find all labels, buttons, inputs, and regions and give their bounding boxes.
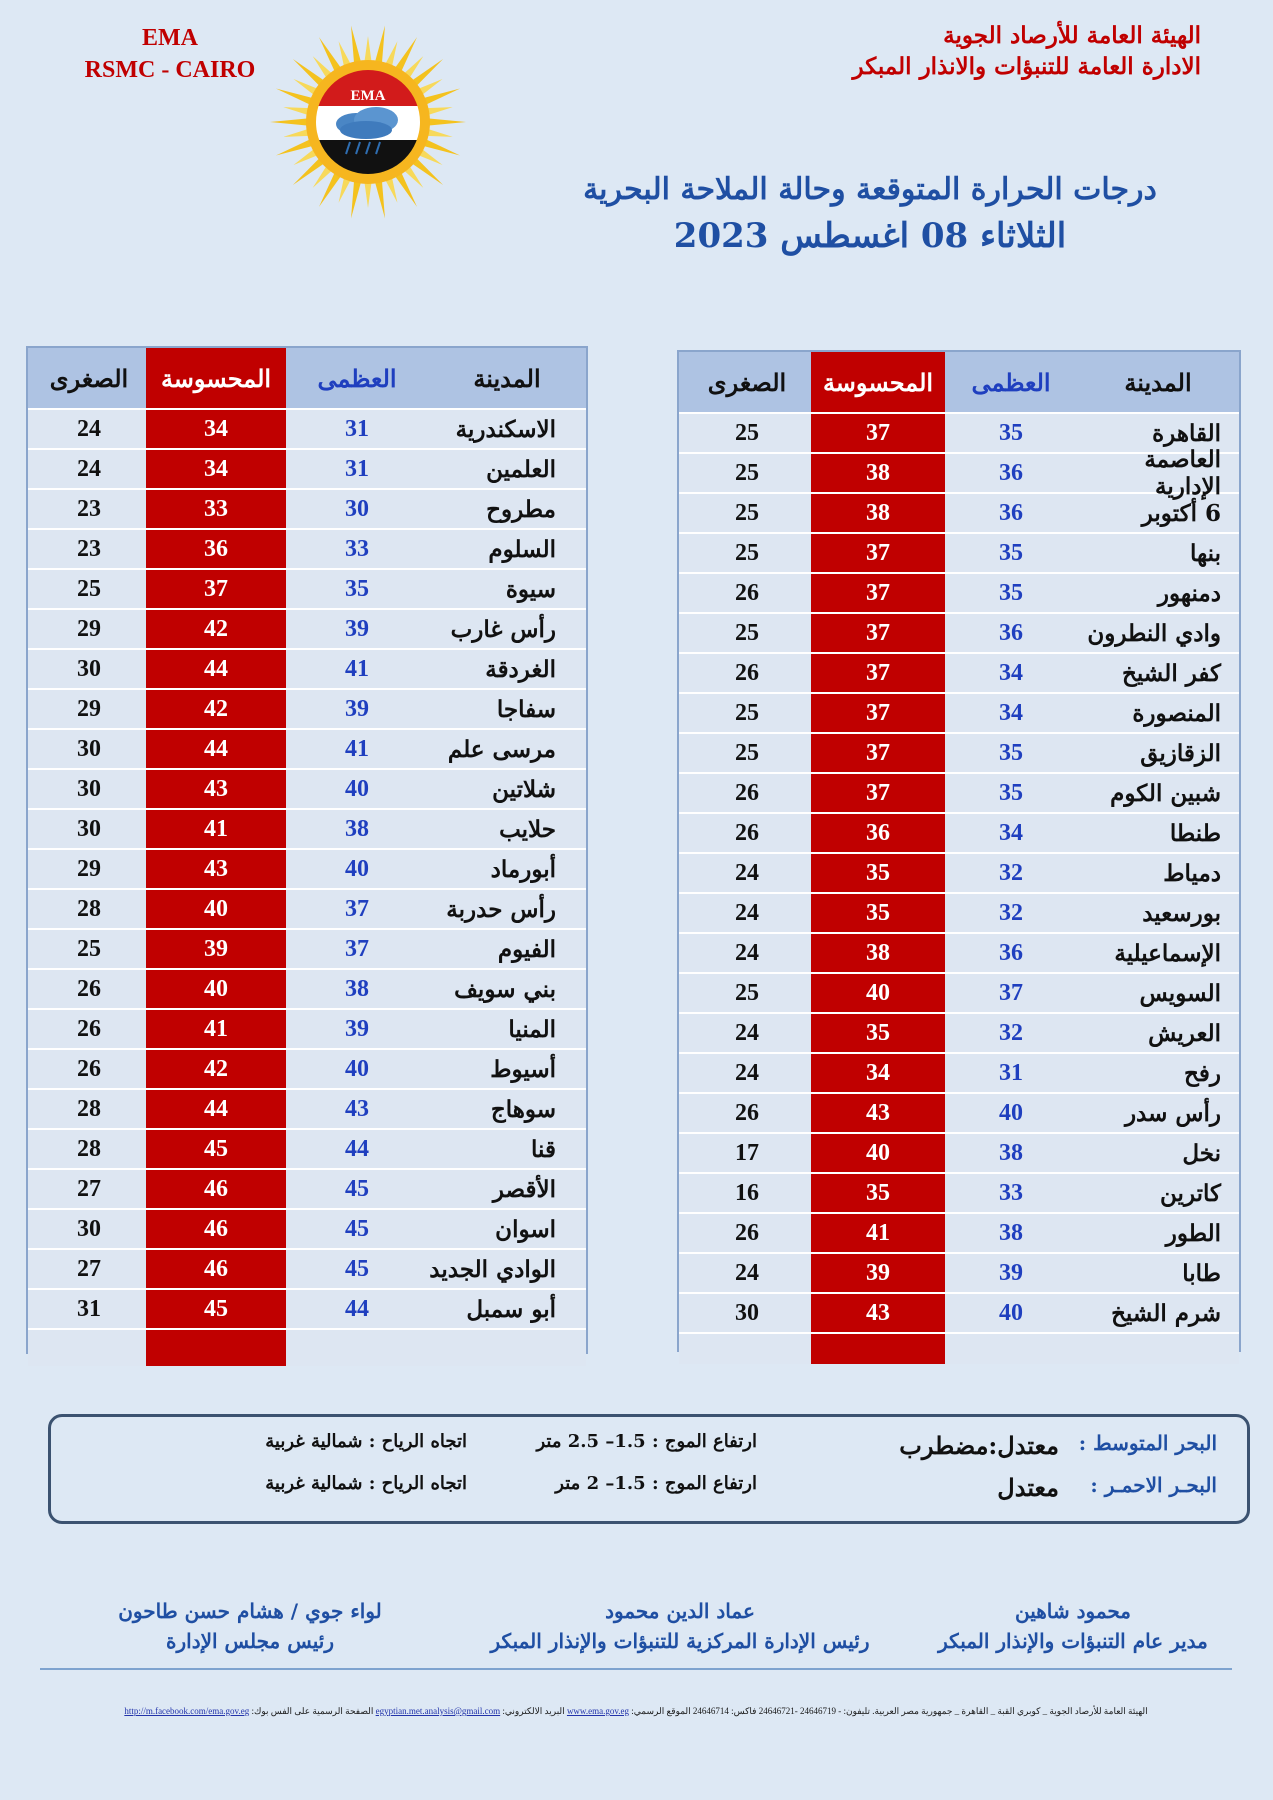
min-temp: 24 [735, 899, 759, 926]
col-city-header: المدينة [473, 363, 541, 393]
col-feels-header: المحسوسة [811, 352, 945, 412]
min-temp: 25 [735, 539, 759, 566]
sea-name: البحـر الاحمـر : [1090, 1473, 1217, 1497]
city-name: المنيا [508, 1015, 556, 1043]
min-temp: 24 [735, 1059, 759, 1086]
table-row [679, 732, 1239, 772]
sea-condition: معتدل [997, 1473, 1059, 1502]
min-temp: 31 [77, 1295, 101, 1322]
max-temp: 35 [999, 779, 1023, 806]
feels-like-temp: 37 [811, 414, 945, 452]
max-temp: 35 [345, 575, 369, 602]
signature-general-manager [923, 1596, 1223, 1656]
min-temp: 23 [77, 535, 101, 562]
city-name: طابا [1182, 1259, 1221, 1287]
table-row [679, 572, 1239, 612]
table-row [679, 972, 1239, 1012]
min-temp: 28 [77, 1095, 101, 1122]
table-row [679, 772, 1239, 812]
city-name: العريش [1148, 1019, 1221, 1047]
signatory-name: محمود شاهين [1014, 1599, 1132, 1623]
min-temp: 16 [735, 1179, 759, 1206]
feels-like-temp: 44 [146, 650, 286, 688]
table-row [679, 812, 1239, 852]
min-temp: 25 [735, 499, 759, 526]
max-temp: 31 [345, 455, 369, 482]
signature-central-head [460, 1596, 900, 1656]
title-date: الثلاثاء 08 اغسطس 2023 [673, 216, 1067, 256]
table-row [679, 612, 1239, 652]
city-name: الأقصر [492, 1175, 556, 1203]
wind-direction: اتجاه الرياح : شمالية غربية [265, 1431, 467, 1452]
max-temp: 36 [999, 939, 1023, 966]
max-temp: 40 [999, 1299, 1023, 1326]
city-name: السويس [1139, 979, 1221, 1007]
feels-like-temp: 42 [146, 610, 286, 648]
city-name: رأس غارب [450, 615, 556, 643]
min-temp: 24 [735, 1259, 759, 1286]
feels-like-temp: 37 [811, 574, 945, 612]
min-temp: 27 [77, 1255, 101, 1282]
max-temp: 33 [345, 535, 369, 562]
email-link[interactable]: egyptian.met.analysis@gmail.com [375, 1706, 501, 1716]
min-temp: 24 [735, 1019, 759, 1046]
table-row [679, 1092, 1239, 1132]
table-row [679, 652, 1239, 692]
city-name: سيوة [505, 575, 556, 603]
max-temp: 38 [999, 1219, 1023, 1246]
table-row [28, 1048, 586, 1088]
min-temp: 23 [77, 495, 101, 522]
max-temp: 45 [345, 1215, 369, 1242]
table-row [679, 1252, 1239, 1292]
city-name: قنا [531, 1135, 556, 1163]
feels-like-temp: 43 [146, 850, 286, 888]
logo-text: EMA [350, 88, 386, 104]
table-row [28, 488, 586, 528]
feels-like-temp: 38 [811, 454, 945, 492]
signatory-title: مدير عام التنبؤات والإنذار المبكر [938, 1629, 1208, 1653]
feels-like-temp: 35 [811, 894, 945, 932]
feels-like-temp: 46 [146, 1250, 286, 1288]
max-temp: 44 [345, 1295, 369, 1322]
table-row [28, 1168, 586, 1208]
feels-like-temp: 39 [146, 930, 286, 968]
city-name: شرم الشيخ [1111, 1299, 1221, 1327]
feels-like-temp: 37 [811, 734, 945, 772]
footer-contact [40, 1706, 1232, 1717]
feels-like-temp: 36 [146, 530, 286, 568]
min-temp: 29 [77, 615, 101, 642]
max-temp: 43 [345, 1095, 369, 1122]
min-temp: 26 [77, 975, 101, 1002]
max-temp: 41 [345, 655, 369, 682]
feels-like-temp: 46 [146, 1170, 286, 1208]
sea-condition: معتدل:مضطرب [899, 1431, 1059, 1460]
table-row [28, 1008, 586, 1048]
city-name: كاترين [1160, 1179, 1221, 1207]
table-row [679, 1012, 1239, 1052]
max-temp: 37 [345, 895, 369, 922]
col-feels-header: المحسوسة [146, 348, 286, 408]
max-temp: 39 [345, 615, 369, 642]
min-temp: 26 [735, 1219, 759, 1246]
sea-row-red-sea [51, 1473, 1247, 1513]
signatory-title: رئيس مجلس الإدارة [166, 1629, 334, 1653]
sea-state-box [48, 1414, 1250, 1524]
table-row [679, 492, 1239, 532]
min-temp: 24 [735, 859, 759, 886]
feels-like-temp: 37 [811, 534, 945, 572]
max-temp: 39 [999, 1259, 1023, 1286]
min-temp: 30 [77, 1215, 101, 1242]
feels-like-temp: 33 [146, 490, 286, 528]
max-temp: 34 [999, 699, 1023, 726]
min-temp: 25 [77, 575, 101, 602]
table-row [28, 688, 586, 728]
table-row [679, 446, 1239, 500]
city-name: اسوان [495, 1215, 556, 1243]
table-row [679, 532, 1239, 572]
ema-logo [268, 22, 468, 222]
min-temp: 26 [77, 1015, 101, 1042]
table-row [679, 892, 1239, 932]
min-temp: 25 [735, 979, 759, 1006]
table-row [28, 888, 586, 928]
table-row [28, 408, 586, 448]
col-max-header: العظمى [317, 363, 397, 393]
sun-logo-icon [268, 22, 468, 222]
min-temp: 24 [77, 455, 101, 482]
table-row [679, 1052, 1239, 1092]
agency-abbrev: EMA [142, 25, 198, 51]
agency-latin-name [60, 22, 280, 86]
min-temp: 30 [77, 735, 101, 762]
min-temp: 26 [735, 819, 759, 846]
table-row [28, 1128, 586, 1168]
city-name: السلوم [488, 535, 556, 563]
table-header [679, 352, 1239, 412]
min-temp: 25 [77, 935, 101, 962]
signatory-name: لواء جوي / هشام حسن طاحون [118, 1599, 382, 1623]
right-temperature-table [677, 350, 1241, 1352]
city-name: العاصمة الإدارية [1144, 446, 1221, 500]
min-temp: 29 [77, 855, 101, 882]
min-temp: 30 [77, 655, 101, 682]
city-name: سوهاج [490, 1095, 556, 1123]
city-name: الوادي الجديد [429, 1255, 556, 1283]
max-temp: 38 [999, 1139, 1023, 1166]
min-temp: 24 [735, 939, 759, 966]
max-temp: 33 [999, 1179, 1023, 1206]
feels-like-temp: 45 [146, 1130, 286, 1168]
left-temperature-table [26, 346, 588, 1354]
feels-like-temp: 44 [146, 1090, 286, 1128]
feels-like-temp: 40 [146, 890, 286, 928]
feels-like-temp: 40 [146, 970, 286, 1008]
max-temp: 32 [999, 1019, 1023, 1046]
org-name: الهيئة العامة للأرصاد الجوية [943, 22, 1201, 49]
col-max-header: العظمى [971, 367, 1051, 397]
max-temp: 31 [999, 1059, 1023, 1086]
max-temp: 45 [345, 1255, 369, 1282]
max-temp: 36 [999, 459, 1023, 486]
feels-like-temp: 43 [811, 1294, 945, 1332]
max-temp: 41 [345, 735, 369, 762]
city-name: رأس حدربة [446, 895, 556, 923]
max-temp: 37 [345, 935, 369, 962]
max-temp: 45 [345, 1175, 369, 1202]
min-temp: 26 [735, 1099, 759, 1126]
feels-like-temp: 37 [811, 654, 945, 692]
feels-like-temp: 38 [811, 934, 945, 972]
city-name: أبو سمبل [466, 1295, 556, 1323]
city-name: الزقازيق [1140, 739, 1221, 767]
city-name: وادي النطرون [1087, 619, 1221, 647]
city-name: أسيوط [490, 1055, 556, 1083]
max-temp: 36 [999, 499, 1023, 526]
min-temp: 25 [735, 739, 759, 766]
city-name: الفيوم [497, 935, 556, 963]
agency-center: RSMC - CAIRO [84, 57, 256, 83]
min-temp: 24 [77, 415, 101, 442]
facebook-label: الصفحة الرسمية على الفس بوك: [251, 1706, 374, 1716]
page-title [540, 168, 1200, 260]
min-temp: 26 [735, 779, 759, 806]
min-temp: 29 [77, 695, 101, 722]
feels-like-temp: 36 [811, 814, 945, 852]
feels-like-temp: 34 [811, 1054, 945, 1092]
city-name: نخل [1182, 1139, 1221, 1167]
facebook-link[interactable]: http://m.facebook.com/ema.gov.eg [124, 1706, 250, 1716]
footer-address: الهيئة العامة للأرصاد الجوية _ كوبري القبة _ القاهرة _ جمهورية مصر العربية. تليفون: - 24646719 -24646721 فاكس: 24646714 الموقع الرسمي: [631, 1706, 1148, 1716]
max-temp: 38 [345, 975, 369, 1002]
feels-like-temp: 44 [146, 730, 286, 768]
city-name: بنها [1190, 539, 1221, 567]
table-row [28, 448, 586, 488]
table-row [679, 1172, 1239, 1212]
city-name: المنصورة [1132, 699, 1221, 727]
max-temp: 38 [345, 815, 369, 842]
city-name: سفاجا [496, 695, 556, 723]
max-temp: 40 [345, 1055, 369, 1082]
col-min-header: الصغرى [49, 363, 129, 393]
city-name: العلمين [486, 455, 556, 483]
website-link[interactable]: www.ema.gov.eg [566, 1706, 630, 1716]
max-temp: 35 [999, 579, 1023, 606]
city-name: مطروح [486, 495, 556, 523]
sea-name: البحر المتوسط : [1078, 1431, 1217, 1455]
signatory-name: عماد الدين محمود [605, 1599, 755, 1623]
feels-like-temp: 46 [146, 1210, 286, 1248]
col-min-header: الصغرى [707, 367, 787, 397]
feels-like-temp: 38 [811, 494, 945, 532]
table-row [28, 648, 586, 688]
wave-height: ارتفاع الموج : 1.5– 2 متر [555, 1473, 757, 1494]
max-temp: 35 [999, 739, 1023, 766]
min-temp: 26 [735, 659, 759, 686]
city-name: شلاتين [492, 775, 556, 803]
feels-like-temp: 37 [811, 774, 945, 812]
min-temp: 25 [735, 619, 759, 646]
city-name: مرسى علم [447, 735, 556, 763]
max-temp: 44 [345, 1135, 369, 1162]
table-row [28, 928, 586, 968]
signature-chairman [90, 1596, 410, 1656]
feels-like-temp: 42 [146, 690, 286, 728]
city-name: طنطا [1169, 819, 1221, 847]
wave-height: ارتفاع الموج : 1.5– 2.5 متر [536, 1431, 757, 1452]
table-row [679, 1132, 1239, 1172]
feels-like-temp: 39 [811, 1254, 945, 1292]
table-row [28, 528, 586, 568]
min-temp: 28 [77, 1135, 101, 1162]
wind-direction: اتجاه الرياح : شمالية غربية [265, 1473, 467, 1494]
table-filler [679, 1332, 1239, 1364]
title-main: درجات الحرارة المتوقعة وحالة الملاحة البحرية [583, 172, 1157, 207]
max-temp: 31 [345, 415, 369, 442]
max-temp: 34 [999, 819, 1023, 846]
max-temp: 32 [999, 859, 1023, 886]
city-name: القاهرة [1152, 419, 1221, 447]
table-row [28, 1208, 586, 1248]
feels-like-temp: 37 [811, 694, 945, 732]
min-temp: 27 [77, 1175, 101, 1202]
min-temp: 25 [735, 699, 759, 726]
table-row [679, 852, 1239, 892]
max-temp: 40 [999, 1099, 1023, 1126]
table-row [28, 1088, 586, 1128]
min-temp: 17 [735, 1139, 759, 1166]
max-temp: 36 [999, 619, 1023, 646]
city-name: حلايب [499, 815, 556, 843]
min-temp: 26 [735, 579, 759, 606]
min-temp: 30 [77, 815, 101, 842]
signatory-title: رئيس الإدارة المركزية للتنبؤات والإنذار المبكر [490, 1629, 870, 1653]
feels-like-temp: 41 [146, 810, 286, 848]
email-label: البريد الالكتروني: [502, 1706, 565, 1716]
max-temp: 40 [345, 775, 369, 802]
feels-like-temp: 34 [146, 410, 286, 448]
feels-like-temp: 42 [146, 1050, 286, 1088]
table-row [28, 608, 586, 648]
table-row [28, 1248, 586, 1288]
max-temp: 35 [999, 539, 1023, 566]
feels-like-temp: 37 [811, 614, 945, 652]
sea-row-mediterranean [51, 1431, 1247, 1471]
max-temp: 35 [999, 419, 1023, 446]
table-row [28, 768, 586, 808]
max-temp: 37 [999, 979, 1023, 1006]
organization-header [853, 20, 1201, 82]
city-name: دمنهور [1157, 579, 1221, 607]
table-row [679, 1292, 1239, 1332]
col-city-header: المدينة [1124, 367, 1192, 397]
feels-like-temp: 45 [146, 1290, 286, 1328]
footer-divider [40, 1668, 1232, 1670]
max-temp: 40 [345, 855, 369, 882]
feels-like-temp: 35 [811, 1014, 945, 1052]
feels-like-temp: 37 [146, 570, 286, 608]
feels-like-temp: 41 [811, 1214, 945, 1252]
max-temp: 30 [345, 495, 369, 522]
feels-like-temp: 43 [811, 1094, 945, 1132]
min-temp: 30 [735, 1299, 759, 1326]
city-name: كفر الشيخ [1122, 659, 1221, 687]
org-department: الادارة العامة للتنبؤات والانذار المبكر [852, 53, 1201, 80]
feels-like-temp: 35 [811, 1174, 945, 1212]
table-row [679, 1212, 1239, 1252]
table-filler [28, 1328, 586, 1366]
feels-like-temp: 43 [146, 770, 286, 808]
city-name: الغردقة [485, 655, 556, 683]
min-temp: 26 [77, 1055, 101, 1082]
city-name: أبورماد [490, 855, 556, 883]
city-name: شبين الكوم [1110, 779, 1221, 807]
max-temp: 32 [999, 899, 1023, 926]
min-temp: 30 [77, 775, 101, 802]
feels-like-temp: 40 [811, 1134, 945, 1172]
table-row [28, 728, 586, 768]
max-temp: 39 [345, 695, 369, 722]
max-temp: 39 [345, 1015, 369, 1042]
feels-like-temp: 40 [811, 974, 945, 1012]
city-name: بني سويف [454, 975, 556, 1003]
table-row [28, 848, 586, 888]
city-name: بورسعيد [1142, 899, 1221, 927]
city-name: رفح [1184, 1059, 1221, 1087]
city-name: 6 أكتوبر [1141, 499, 1221, 527]
table-row [28, 808, 586, 848]
city-name: دمياط [1163, 859, 1221, 887]
table-row [28, 1288, 586, 1328]
table-header [28, 348, 586, 408]
city-name: الطور [1165, 1219, 1221, 1247]
min-temp: 25 [735, 459, 759, 486]
table-row [28, 568, 586, 608]
city-name: الاسكندرية [455, 415, 556, 443]
feels-like-temp: 34 [146, 450, 286, 488]
feels-like-temp: 41 [146, 1010, 286, 1048]
city-name: الإسماعيلية [1114, 939, 1221, 967]
min-temp: 25 [735, 419, 759, 446]
table-row [28, 968, 586, 1008]
feels-like-temp: 35 [811, 854, 945, 892]
min-temp: 28 [77, 895, 101, 922]
table-row [679, 692, 1239, 732]
table-row [679, 932, 1239, 972]
max-temp: 34 [999, 659, 1023, 686]
city-name: رأس سدر [1124, 1099, 1221, 1127]
